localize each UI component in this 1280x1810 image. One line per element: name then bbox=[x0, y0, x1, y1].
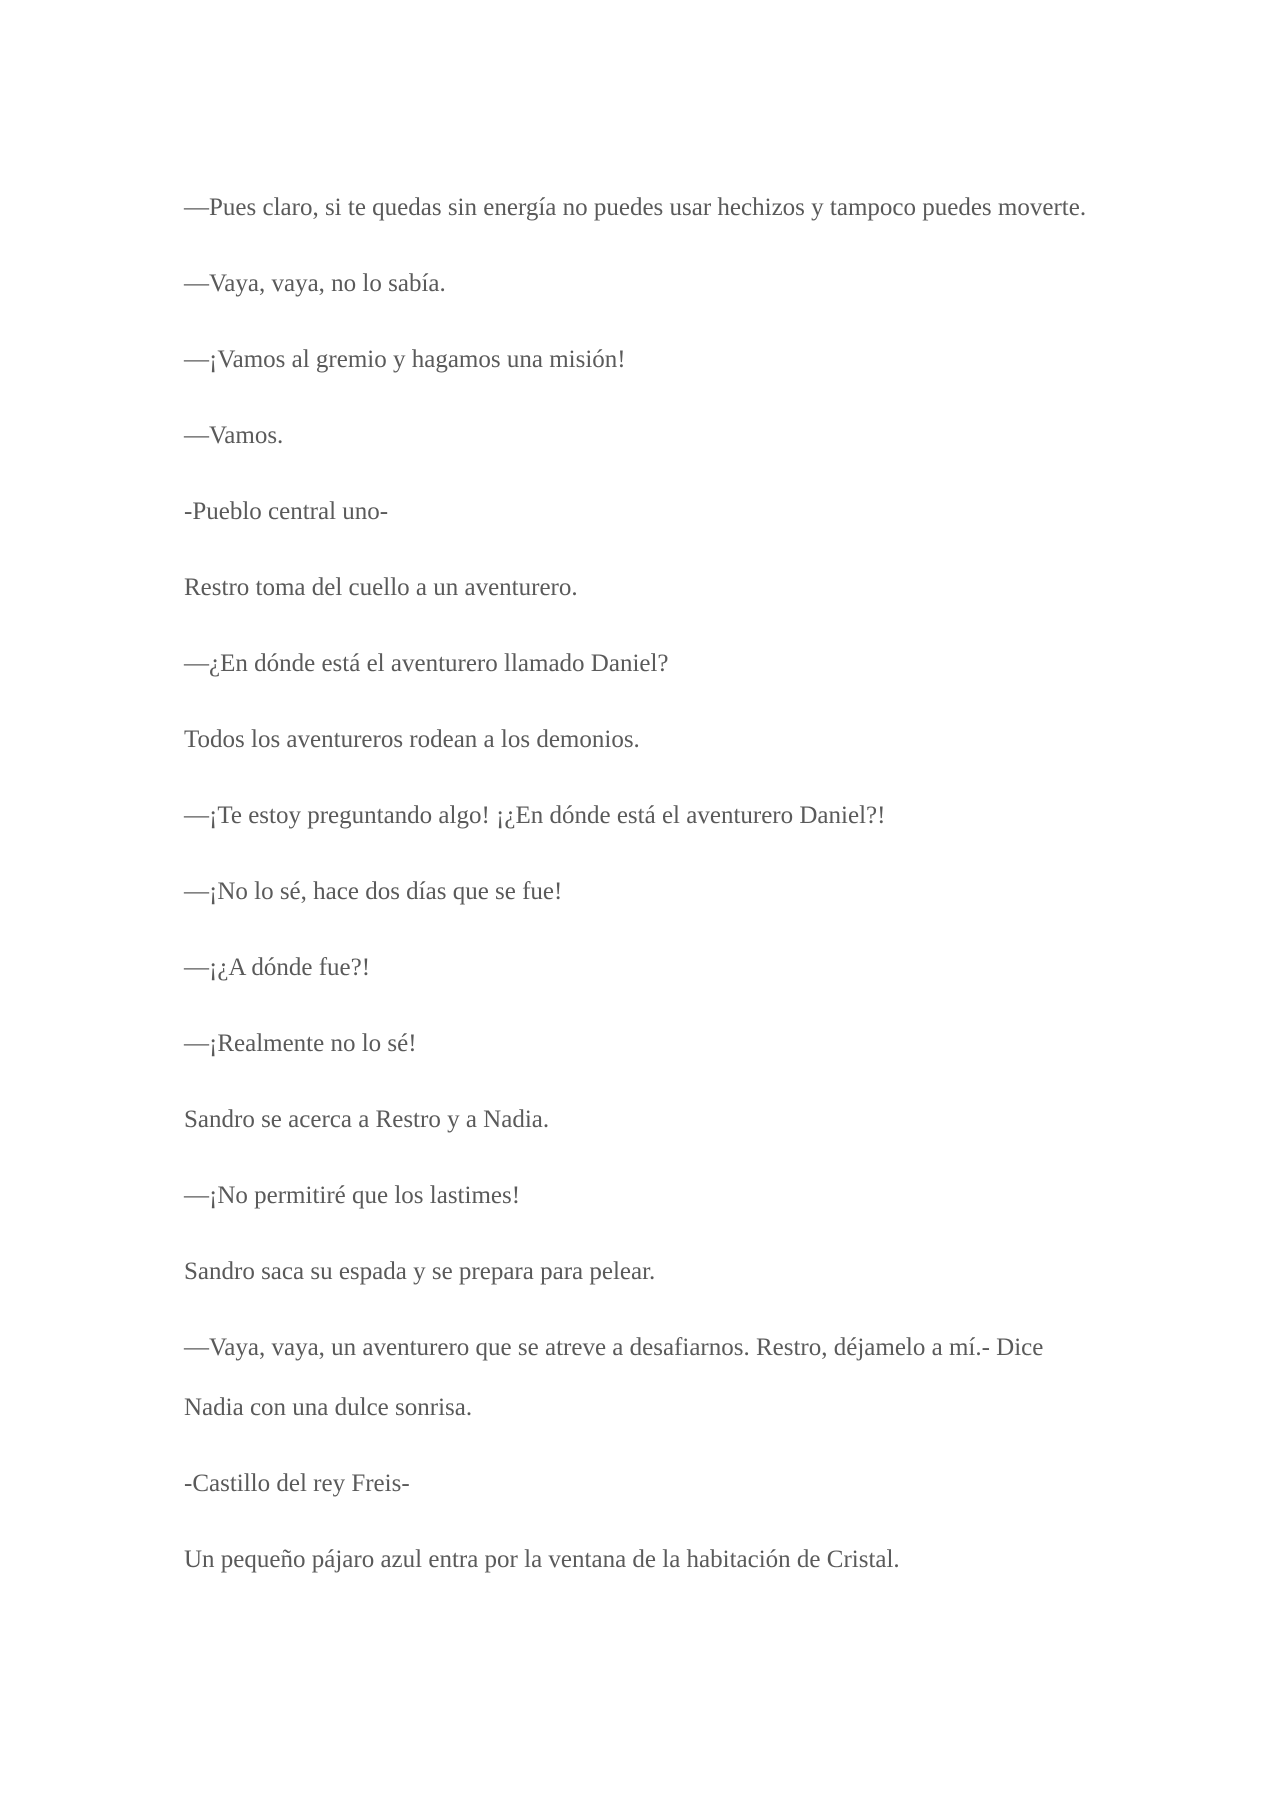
paragraph: —¡No lo sé, hace dos días que se fue! bbox=[184, 878, 563, 905]
paragraph: Sandro saca su espada y se prepara para pelear. bbox=[184, 1258, 656, 1285]
paragraph: Sandro se acerca a Restro y a Nadia. bbox=[184, 1106, 550, 1133]
paragraph: —Vaya, vaya, no lo sabía. bbox=[184, 270, 446, 297]
paragraph: Un pequeño pájaro azul entra por la ventana de la habitación de Cristal. bbox=[184, 1546, 900, 1573]
paragraph: —¡Vamos al gremio y hagamos una misión! bbox=[184, 346, 626, 373]
paragraph: —Pues claro, si te quedas sin energía no puedes usar hechizos y tampoco puedes moverte. bbox=[184, 194, 1087, 221]
paragraph: Todos los aventureros rodean a los demonios. bbox=[184, 726, 640, 753]
text-body bbox=[184, 178, 1104, 1606]
scene-heading: -Pueblo central uno- bbox=[184, 498, 389, 525]
paragraph: —¡Realmente no lo sé! bbox=[184, 1030, 417, 1057]
scene-heading: -Castillo del rey Freis- bbox=[184, 1470, 410, 1497]
paragraph: —¡Te estoy preguntando algo! ¡¿En dónde está el aventurero Daniel?! bbox=[184, 802, 886, 829]
paragraph: —¡No permitiré que los lastimes! bbox=[184, 1182, 521, 1209]
paragraph: Restro toma del cuello a un aventurero. bbox=[184, 574, 578, 601]
paragraph: —Vamos. bbox=[184, 422, 284, 449]
paragraph: —¿En dónde está el aventurero llamado Daniel? bbox=[184, 650, 669, 677]
paragraph: —¡¿A dónde fue?! bbox=[184, 954, 371, 981]
paragraph: —Vaya, vaya, un aventurero que se atreve a desafiarnos. Restro, déjamelo a mí.- Dice Nadia con una dulce sonrisa. bbox=[184, 1334, 1044, 1421]
